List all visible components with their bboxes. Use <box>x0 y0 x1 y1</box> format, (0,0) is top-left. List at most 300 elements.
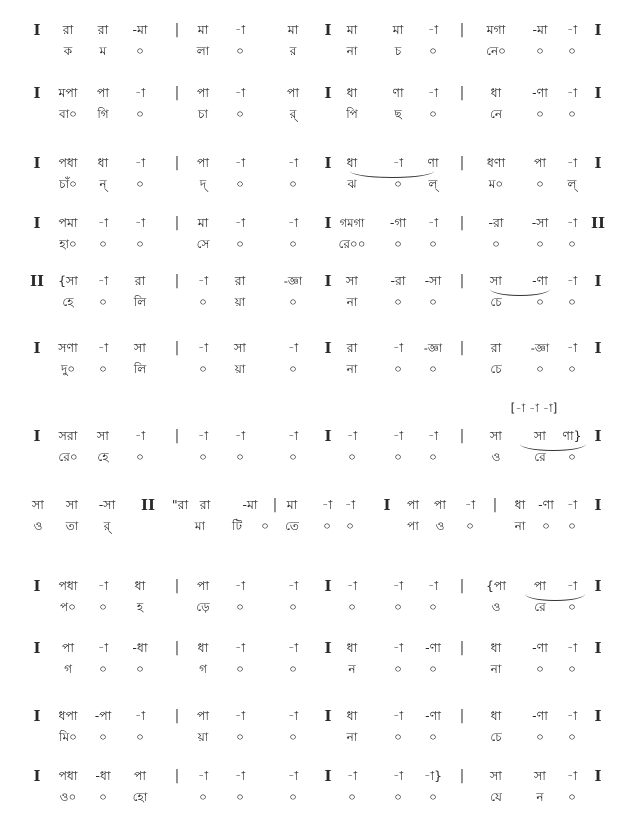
bar-line: I <box>33 21 41 39</box>
lyric-syllable: ড়ে <box>196 600 210 614</box>
lyric-syllable: ০ <box>536 730 544 744</box>
swara-note: মা <box>197 22 209 37</box>
bar-line: I <box>383 496 391 514</box>
swara-note: পা <box>196 155 210 170</box>
swara-note: -ধা <box>132 640 148 655</box>
lyric-syllable: ০ <box>429 730 437 744</box>
swara-note: -া <box>287 340 299 355</box>
beat-separator: | <box>459 340 465 356</box>
swara-note: {সা <box>58 273 78 288</box>
swara-note: -জ্ঞা <box>423 341 443 355</box>
lyric-syllable: মা <box>194 519 206 533</box>
swara-note: রা <box>97 22 109 37</box>
swara-note: -ণা <box>532 708 548 723</box>
lyric-syllable: ম <box>99 44 107 58</box>
bar-line: I <box>33 154 41 172</box>
lyric-syllable: ০ <box>199 450 207 464</box>
lyric-syllable: ০ <box>236 237 244 251</box>
lyric-syllable: ও <box>491 600 501 614</box>
lyric-syllable: ০ <box>568 107 576 121</box>
bar-line: I <box>33 639 41 657</box>
lyric-syllable: ০ <box>199 362 207 376</box>
bar-line: I <box>33 339 41 357</box>
lyric-syllable: রে <box>534 450 546 464</box>
swara-note: সা <box>97 428 109 443</box>
lyric-syllable: না <box>346 295 358 309</box>
lyric-syllable: ল্ <box>567 177 577 191</box>
swara-note: সণা <box>58 340 78 355</box>
lyric-syllable: ০ <box>323 519 331 533</box>
swara-note: পা <box>286 85 300 100</box>
swara-note: ণা} <box>562 428 582 443</box>
lyric-syllable: ০ <box>289 177 297 191</box>
swara-note: -া <box>427 428 439 443</box>
lyric-syllable: টি <box>232 519 242 533</box>
lyric-syllable: হে <box>97 450 109 464</box>
swara-note: -া <box>197 428 209 443</box>
lyric-syllable: ০ <box>536 362 544 376</box>
swara-note: রা <box>234 273 246 288</box>
bar-line: I <box>594 767 602 785</box>
lyric-syllable: ০ <box>394 600 402 614</box>
swara-note: মগা <box>486 22 506 37</box>
lyric-syllable: ০ <box>394 450 402 464</box>
swara-note: সা <box>490 428 502 443</box>
swara-note: -ণা <box>425 708 441 723</box>
lyric-syllable: না <box>490 662 502 676</box>
beat-separator: | <box>174 273 180 289</box>
swara-note: -া <box>197 273 209 288</box>
lyric-syllable: র <box>289 44 297 58</box>
swara-note: -া <box>97 340 109 355</box>
bar-line: I <box>594 84 602 102</box>
lyric-syllable: লি <box>133 362 147 376</box>
swara-note: ধা <box>346 640 358 655</box>
lyric-syllable: প০ <box>60 600 76 614</box>
swara-note: -া <box>566 85 578 100</box>
swara-note: -া <box>566 768 578 783</box>
lyric-syllable: ক <box>63 44 73 58</box>
swara-note: -া <box>287 215 299 230</box>
bar-line: I <box>324 84 332 102</box>
swara-note: ধা <box>346 155 358 170</box>
double-bar-line: II <box>590 214 606 232</box>
lyric-syllable: হো <box>132 790 148 804</box>
swara-note: -া <box>346 578 358 593</box>
lyric-syllable: ০ <box>568 730 576 744</box>
lyric-syllable: ও <box>435 519 445 533</box>
swara-note: -া <box>134 85 146 100</box>
lyric-syllable: ০ <box>394 177 402 191</box>
swara-note: মা <box>392 22 404 37</box>
swara-note: সা <box>534 768 546 783</box>
lyric-syllable: ০ <box>568 295 576 309</box>
lyric-syllable: ০ <box>136 730 144 744</box>
lyric-syllable: ০ <box>236 450 244 464</box>
swara-note: সা <box>534 428 546 443</box>
swara-note: -া <box>97 578 109 593</box>
lyric-syllable: ০ <box>429 107 437 121</box>
lyric-syllable: হ <box>136 600 144 614</box>
lyric-syllable: চে <box>490 362 502 376</box>
swara-note: সা <box>66 497 78 512</box>
swara-note: -া <box>427 578 439 593</box>
swara-note: পধা <box>58 768 78 783</box>
swara-note: -া <box>566 273 578 288</box>
lyric-syllable: ০ <box>289 362 297 376</box>
double-bar-line: II <box>140 496 156 514</box>
lyric-syllable: ০ <box>289 662 297 676</box>
swara-note: ধা <box>514 497 526 512</box>
swara-note: -া <box>97 640 109 655</box>
beat-separator: | <box>459 428 465 444</box>
lyric-syllable: ০ <box>289 790 297 804</box>
swara-note: -া <box>234 215 246 230</box>
swara-note: পা <box>196 578 210 593</box>
lyric-syllable: চে <box>490 295 502 309</box>
swara-note: পা <box>61 640 75 655</box>
lyric-syllable: ও <box>33 519 43 533</box>
swara-note: -া <box>566 708 578 723</box>
beat-separator: | <box>459 85 465 101</box>
swara-note: পা <box>133 768 147 783</box>
lyric-syllable: ০ <box>568 519 576 533</box>
lyric-syllable: ০ <box>429 450 437 464</box>
lyric-syllable: নে০ <box>486 44 506 58</box>
swara-note: -মা <box>532 22 548 37</box>
swara-note: -া} <box>423 768 443 783</box>
swara-note: -া <box>464 497 476 512</box>
lyric-syllable: ০ <box>394 362 402 376</box>
swara-note: -া <box>392 428 404 443</box>
swara-note: পা <box>406 497 420 512</box>
swara-note: -রা <box>390 273 406 288</box>
swara-note: পা <box>433 497 447 512</box>
swara-note: -া <box>234 155 246 170</box>
lyric-syllable: না <box>346 730 358 744</box>
swara-note: মা <box>287 22 299 37</box>
lyric-syllable: ০ <box>568 44 576 58</box>
lyric-syllable: ছ <box>394 107 402 121</box>
beat-separator: | <box>459 708 465 724</box>
swara-note: মা <box>346 22 358 37</box>
lyric-syllable: চা <box>198 107 208 121</box>
lyric-syllable: ০ <box>568 790 576 804</box>
lyric-syllable: ০ <box>236 177 244 191</box>
lyric-syllable: লা <box>196 44 210 58</box>
bar-line: I <box>594 272 602 290</box>
lyric-syllable: রে০০ <box>338 237 366 251</box>
swara-note: -া <box>392 768 404 783</box>
swara-note: সা <box>32 497 44 512</box>
lyric-syllable: হা০ <box>59 237 77 251</box>
lyric-syllable: হে <box>62 295 74 309</box>
swara-note: ধা <box>134 578 146 593</box>
lyric-syllable: ম০ <box>488 177 504 191</box>
swara-note: ধা <box>346 708 358 723</box>
bar-line: I <box>33 767 41 785</box>
swara-note: -ণা <box>532 273 548 288</box>
lyric-syllable: ০ <box>136 450 144 464</box>
bar-line: I <box>324 707 332 725</box>
swara-note: -া <box>287 155 299 170</box>
swara-note: -গা <box>389 215 407 230</box>
swara-note: -া <box>392 640 404 655</box>
beat-separator: | <box>174 768 180 784</box>
lyric-syllable: ০ <box>236 44 244 58</box>
lyric-syllable: পা <box>407 519 419 533</box>
swara-note: -জ্ঞা <box>530 341 550 355</box>
swara-note: পা <box>196 85 210 100</box>
lyric-syllable: লি <box>133 295 147 309</box>
beat-separator: | <box>459 768 465 784</box>
swara-note: -া <box>97 273 109 288</box>
swara-note: -া <box>234 708 246 723</box>
bar-line: I <box>33 427 41 445</box>
beat-separator: | <box>174 85 180 101</box>
lyric-syllable: চে <box>490 730 502 744</box>
swara-note: -া <box>97 215 109 230</box>
lyric-syllable: ০ <box>429 237 437 251</box>
swara-note: -া <box>234 768 246 783</box>
swara-note: -া <box>566 22 578 37</box>
slur-arc <box>520 444 586 451</box>
lyric-syllable: ০ <box>536 662 544 676</box>
lyric-syllable: ০ <box>568 362 576 376</box>
lyric-syllable: ০ <box>429 362 437 376</box>
lyric-syllable: মি০ <box>59 730 77 744</box>
swara-note: -রা <box>488 215 504 230</box>
lyric-syllable: র্ <box>103 519 111 533</box>
lyric-syllable: ০ <box>536 295 544 309</box>
lyric-syllable: ০ <box>429 600 437 614</box>
swara-note: রা <box>134 273 146 288</box>
beat-separator: | <box>459 578 465 594</box>
lyric-syllable: নে <box>489 107 503 121</box>
swara-note: -া <box>566 578 578 593</box>
swara-note: -া <box>427 22 439 37</box>
swara-note: -া <box>287 578 299 593</box>
lyric-syllable: গি <box>97 107 109 121</box>
swara-note: রা <box>199 497 211 512</box>
swara-note: -জ্ঞা <box>283 274 303 288</box>
swara-note: -া <box>287 640 299 655</box>
bar-line: I <box>594 21 602 39</box>
bar-line: I <box>33 84 41 102</box>
lyric-syllable: ০ <box>199 295 207 309</box>
swara-note: -া <box>566 340 578 355</box>
swara-note: -া <box>134 155 146 170</box>
lyric-syllable: ০ <box>236 730 244 744</box>
lyric-syllable: ০ <box>136 44 144 58</box>
beat-separator: | <box>174 640 180 656</box>
beat-separator: | <box>459 155 465 171</box>
lyric-syllable: ০ <box>536 107 544 121</box>
lyric-syllable: ০ <box>536 237 544 251</box>
swara-note: "রা <box>171 497 189 512</box>
lyric-syllable: দু০ <box>60 362 76 376</box>
swara-note: -ধা <box>95 768 111 783</box>
lyric-syllable: ০ <box>348 790 356 804</box>
swara-note: -া <box>566 640 578 655</box>
lyric-syllable: না <box>514 519 526 533</box>
lyric-syllable: ন্ <box>99 177 107 191</box>
swara-note: সা <box>134 340 146 355</box>
beat-separator: | <box>174 708 180 724</box>
lyric-syllable: ০ <box>289 450 297 464</box>
beat-separator: | <box>174 428 180 444</box>
beat-separator: | <box>272 497 278 513</box>
swara-note: -া <box>134 428 146 443</box>
lyric-syllable: তা <box>65 519 79 533</box>
beat-separator: | <box>174 340 180 356</box>
swara-note: পা <box>533 155 547 170</box>
bar-line: I <box>33 707 41 725</box>
swara-note: -া <box>234 578 246 593</box>
swara-note: ধপা <box>58 708 78 723</box>
swara-note: -ণা <box>532 85 548 100</box>
swara-note: -া <box>134 708 146 723</box>
lyric-syllable: ০ <box>394 790 402 804</box>
swara-note: রা <box>346 340 358 355</box>
swara-note: পা <box>533 578 547 593</box>
lyric-syllable: ০ <box>492 237 500 251</box>
lyric-syllable: না <box>346 362 358 376</box>
swara-note: -া <box>197 768 209 783</box>
lyric-syllable: ০ <box>99 662 107 676</box>
bar-line: I <box>324 639 332 657</box>
swara-note: -সা <box>424 273 442 288</box>
swara-note: -ণা <box>425 640 441 655</box>
lyric-syllable: ০ <box>99 295 107 309</box>
swara-note: -া <box>346 768 358 783</box>
lyric-syllable: ০ <box>394 237 402 251</box>
swara-note: -া <box>346 428 358 443</box>
double-bar-line: II <box>29 272 45 290</box>
lyric-syllable: ০ <box>394 730 402 744</box>
swara-note: পধা <box>58 155 78 170</box>
bar-line: I <box>324 272 332 290</box>
lyric-syllable: ০ <box>289 730 297 744</box>
swara-note: সরা <box>58 428 78 443</box>
lyric-syllable: ন <box>536 790 544 804</box>
bar-line: I <box>324 21 332 39</box>
swara-note: -া <box>321 497 333 512</box>
swara-note: -া <box>287 708 299 723</box>
swara-note: -া <box>427 85 439 100</box>
lyric-syllable: ০ <box>289 600 297 614</box>
swara-note: ধা <box>490 708 502 723</box>
lyric-syllable: ০ <box>136 662 144 676</box>
lyric-syllable: য়া <box>234 362 246 376</box>
beat-separator: | <box>459 215 465 231</box>
lyric-syllable: ০ <box>99 362 107 376</box>
lyric-syllable: ০ <box>542 519 550 533</box>
beat-separator: | <box>174 155 180 171</box>
swara-note: রা <box>490 340 502 355</box>
lyric-syllable: ০ <box>568 662 576 676</box>
bar-line: I <box>594 577 602 595</box>
swara-note: ধা <box>346 85 358 100</box>
lyric-syllable: ও <box>491 450 501 464</box>
lyric-syllable: পি <box>346 107 358 121</box>
bar-line: I <box>324 154 332 172</box>
swara-note: গমগা <box>339 216 365 230</box>
lyric-syllable: ০ <box>136 237 144 251</box>
bar-line: I <box>594 427 602 445</box>
swara-note: সা <box>234 340 246 355</box>
lyric-syllable: ল্ <box>428 177 438 191</box>
swara-note: ণা <box>392 85 404 100</box>
beat-separator: | <box>459 640 465 656</box>
lyric-syllable: ০ <box>568 600 576 614</box>
beat-separator: | <box>492 497 498 513</box>
lyric-syllable: ০ <box>136 107 144 121</box>
bar-line: I <box>33 214 41 232</box>
swara-note: ধা <box>490 640 502 655</box>
lyric-syllable: ০ <box>289 295 297 309</box>
lyric-syllable: ০ <box>99 730 107 744</box>
swara-note: -া <box>392 578 404 593</box>
lyric-syllable: ০ <box>348 600 356 614</box>
swara-note: -ণা <box>532 640 548 655</box>
lyric-syllable: ০ <box>289 237 297 251</box>
bar-line: I <box>594 154 602 172</box>
swara-note: -সা <box>98 497 116 512</box>
lyric-syllable: ০ <box>429 662 437 676</box>
swara-note: ধণা <box>486 155 506 170</box>
swara-note: -া <box>234 85 246 100</box>
swara-note: -া <box>234 428 246 443</box>
swara-note: ণা <box>427 155 439 170</box>
swara-note: সা <box>346 273 358 288</box>
lyric-syllable: ০ <box>99 600 107 614</box>
lyric-syllable: না <box>346 44 358 58</box>
swara-note: -া <box>197 340 209 355</box>
swara-note: রা <box>62 22 74 37</box>
lyric-syllable: ও০ <box>59 790 77 804</box>
lyric-syllable: গ <box>64 662 72 676</box>
lyric-syllable: সে <box>196 237 210 251</box>
bar-line: I <box>594 339 602 357</box>
bar-line: I <box>33 577 41 595</box>
lyric-syllable: ০ <box>99 237 107 251</box>
swara-note: মা <box>197 215 209 230</box>
bar-line: I <box>324 577 332 595</box>
swara-note: ধা <box>97 155 109 170</box>
swara-note: -া <box>566 215 578 230</box>
swara-note: -া <box>287 428 299 443</box>
lyric-syllable: গ <box>199 662 207 676</box>
swara-note: পধা <box>58 578 78 593</box>
swara-note: -মা <box>242 497 258 512</box>
swara-note: -া <box>566 497 578 512</box>
lyric-syllable: ০ <box>394 662 402 676</box>
swara-note: -া <box>427 215 439 230</box>
lyric-syllable: ০ <box>136 177 144 191</box>
lyric-syllable: ০ <box>348 450 356 464</box>
bar-line: I <box>594 639 602 657</box>
lyric-syllable: ০ <box>261 519 269 533</box>
lyric-syllable: চ <box>394 44 402 58</box>
lyric-syllable: ০ <box>536 44 544 58</box>
swara-note: -া <box>234 640 246 655</box>
bar-line: I <box>324 214 332 232</box>
lyric-syllable: ০ <box>429 44 437 58</box>
lyric-syllable: রে০ <box>58 450 78 464</box>
lyric-syllable: ০ <box>536 177 544 191</box>
alternate-notation: [-া -া -া] <box>510 401 558 415</box>
